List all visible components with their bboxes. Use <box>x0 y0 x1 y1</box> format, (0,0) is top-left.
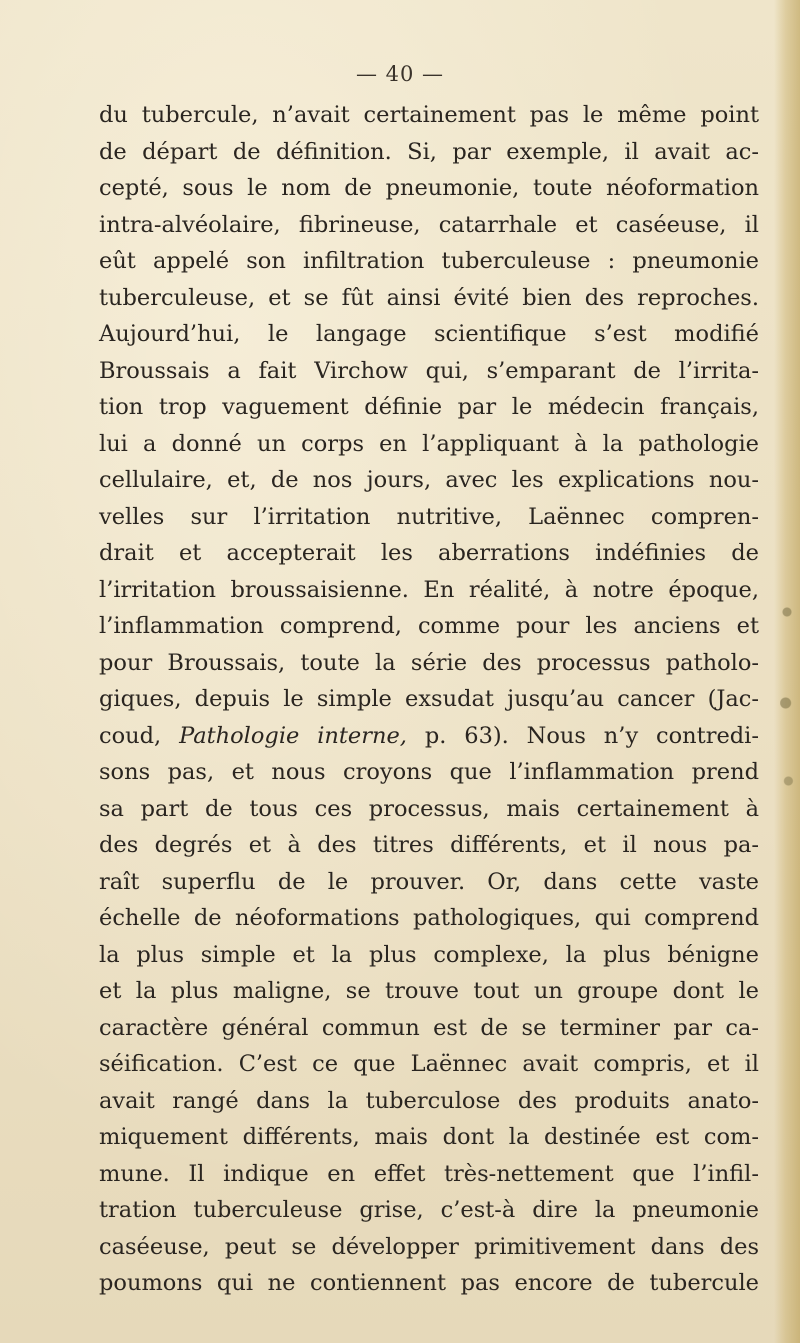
text-line: intra-alvéolaire, fibrineuse, catarrhale et caséeuse, il <box>99 211 759 238</box>
text-line: l’irritation broussaisienne. En réalité, à notre époque, <box>99 576 759 603</box>
text-line: lui a donné un corps en l’appliquant à la pathologie <box>99 430 759 457</box>
text-line: l’inflammation comprend, comme pour les anciens et <box>99 613 759 639</box>
text-line: miquement différents, mais dont la destinée est com- <box>99 1124 759 1150</box>
text-line: avait rangé dans la tuberculose des produits anato- <box>99 1087 759 1114</box>
text-line: Aujourd’hui, le langage scientifique s’est modifié <box>99 321 759 347</box>
text-line: tration tuberculeuse grise, c’est-à dire la pneumonie <box>99 1197 759 1223</box>
text-line: caractère général commun est de se terminer par ca- <box>99 1014 759 1041</box>
text-line: mune. Il indique en effet très-nettement que l’infil- <box>99 1160 759 1187</box>
text-line: drait et accepterait les aberrations indéfinies de <box>99 540 759 566</box>
text-line: sons pas, et nous croyons que l’inflammation prend <box>99 759 759 785</box>
text-line: cepté, sous le nom de pneumonie, toute néoformation <box>99 175 759 201</box>
text-line: caséeuse, peut se développer primitivement dans des <box>99 1233 759 1260</box>
text-line: cellulaire, et, de nos jours, avec les explications nou- <box>99 467 759 493</box>
text-line: de départ de définition. Si, par exemple, il avait ac- <box>99 138 759 165</box>
body-text <box>99 97 759 1302</box>
text-line: raît superflu de le prouver. Or, dans cette vaste <box>99 868 759 895</box>
text-line-with-citation <box>99 718 759 755</box>
text-line: Broussais a fait Virchow qui, s’emparant de l’irrita- <box>99 357 759 384</box>
text-line: eût appelé son infiltration tuberculeuse : pneumonie <box>99 248 759 274</box>
text-segment: p. 63). Nous n’y contredi- <box>406 722 759 749</box>
text-line: et la plus maligne, se trouve tout un groupe dont le <box>99 978 759 1004</box>
text-line: pour Broussais, toute la série des processus patholo- <box>99 649 759 676</box>
text-line: échelle de néoformations pathologiques, qui comprend <box>99 905 759 931</box>
text-line: tion trop vaguement définie par le médecin français, <box>99 394 759 420</box>
text-line: giques, depuis le simple exsudat jusqu’au cancer (Jac- <box>99 686 759 712</box>
text-line: sa part de tous ces processus, mais certainement à <box>99 795 759 822</box>
text-line: séification. C’est ce que Laënnec avait compris, et il <box>99 1051 759 1077</box>
text-segment: coud, <box>99 722 180 749</box>
text-line: du tubercule, n’avait certainement pas le même point <box>99 102 759 128</box>
text-line: la plus simple et la plus complexe, la plus bénigne <box>99 941 759 968</box>
text-line: poumons qui ne contiennent pas encore de tubercule <box>99 1270 759 1296</box>
text-line: velles sur l’irritation nutritive, Laënnec compren- <box>99 503 759 530</box>
cited-work-title: Pathologie interne, <box>179 722 407 749</box>
page-edge-stains <box>780 560 794 820</box>
text-line: tuberculeuse, et se fût ainsi évité bien des reproches. <box>99 284 759 311</box>
page-number: — 40 — <box>355 62 445 86</box>
text-line: des degrés et à des titres différents, et il nous pa- <box>99 832 759 858</box>
